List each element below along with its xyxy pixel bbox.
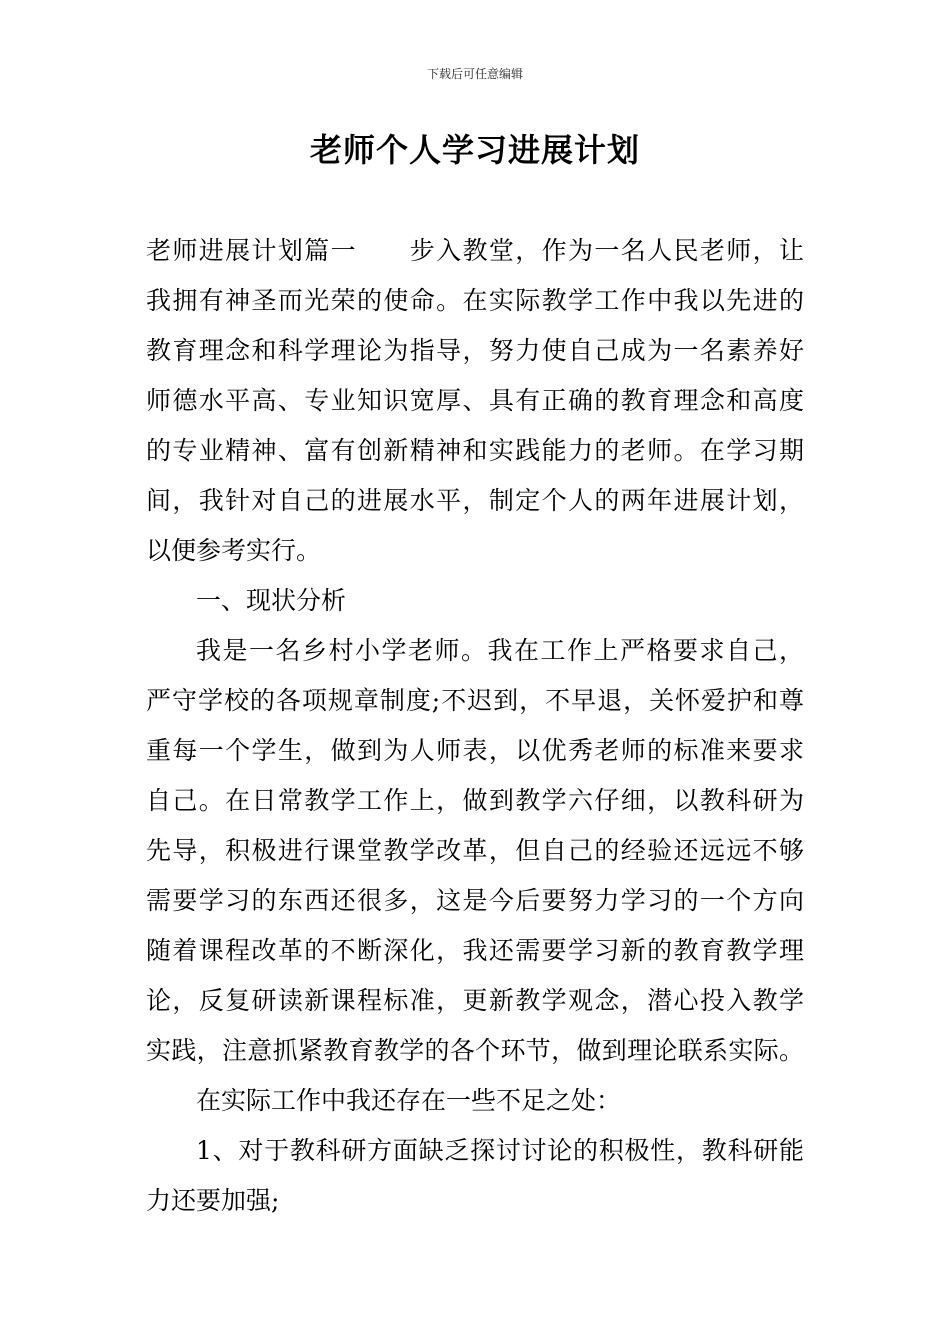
body-text-line: 老师进展计划篇一 步入教堂，作为一名人民老师，让 — [146, 236, 804, 265]
body-text-line: 实践，注意抓紧教育教学的各个环节，做到理论联系实际。 — [146, 1036, 804, 1065]
body-text-line: 自己。在日常教学工作上，做到教学六仔细，以教科研为 — [146, 786, 804, 815]
body-text-line: 的专业精神、富有创新精神和实践能力的老师。在学习期 — [146, 436, 804, 465]
body-text-line: 我是一名乡村小学老师。我在工作上严格要求自己， — [196, 636, 804, 665]
download-note: 下载后可任意编辑 — [426, 67, 523, 81]
body-text-line: 先导，积极进行课堂教学改革，但自己的经验还远远不够 — [146, 836, 804, 865]
body-text-line: 力还要加强; — [146, 1186, 280, 1215]
body-text-line: 在实际工作中我还存在一些不足之处： — [196, 1086, 622, 1115]
body-text-line: 需要学习的东西还很多，这是今后要努力学习的一个方向 — [146, 886, 804, 915]
body-text-line: 论，反复研读新课程标准，更新教学观念，潜心投入教学 — [146, 986, 804, 1015]
body-text-line: 一、现状分析 — [196, 586, 347, 615]
body-text-line: 严守学校的各项规章制度;不迟到，不早退，关怀爱护和尊 — [146, 686, 804, 715]
document-title: 老师个人学习进展计划 — [309, 131, 640, 169]
body-text-line: 重每一个学生，做到为人师表，以优秀老师的标准来要求 — [146, 736, 804, 765]
body-text-line: 1、对于教科研方面缺乏探讨讨论的积极性，教科研能 — [196, 1136, 804, 1165]
body-text-line: 我拥有神圣而光荣的使命。在实际教学工作中我以先进的 — [146, 286, 804, 315]
body-text-line: 以便参考实行。 — [146, 536, 322, 565]
body-text-line: 教育理念和科学理论为指导，努力使自己成为一名素养好 — [146, 336, 804, 365]
body-text-line: 间，我针对自己的进展水平，制定个人的两年进展计划， — [146, 486, 804, 515]
document-body — [146, 226, 804, 1226]
body-text-line: 随着课程改革的不断深化，我还需要学习新的教育教学理 — [146, 936, 804, 965]
body-text-line: 师德水平高、专业知识宽厚、具有正确的教育理念和高度 — [146, 386, 804, 415]
